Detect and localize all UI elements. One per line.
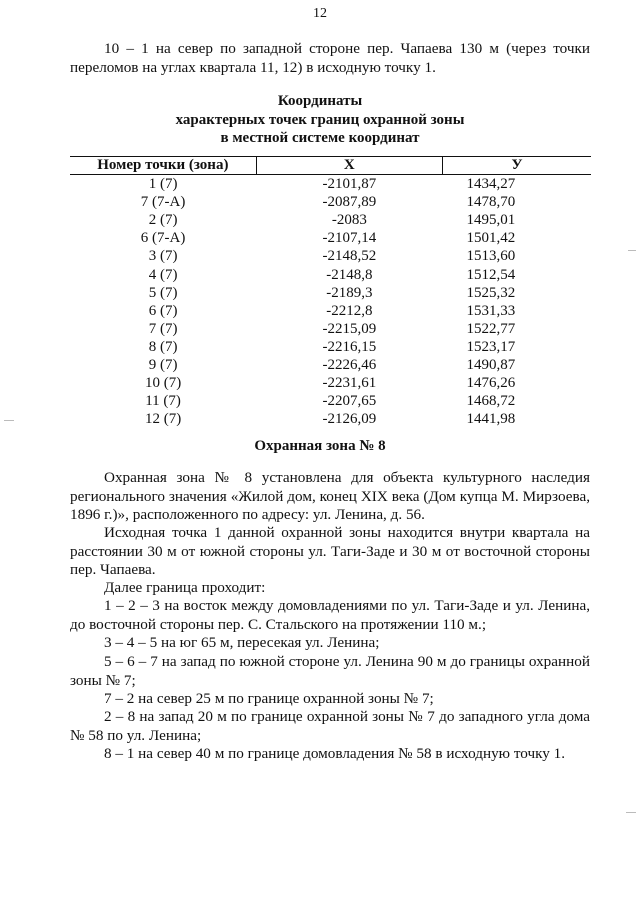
zone8-paragraph-8: 2 – 8 на запад 20 м по границе охранной зоны № 7 до западного угла дома № 58 по ул. Ленина;: [70, 708, 590, 744]
table-row: [70, 356, 591, 374]
cell-x: -2215,09: [322, 320, 377, 337]
table-row: [70, 229, 591, 247]
scan-mark: [4, 420, 14, 421]
cell-x: -2207,65: [322, 393, 377, 410]
coordinates-table: [70, 156, 591, 428]
cell-point-number: 7 (7): [148, 320, 178, 337]
cell-x: -2189,3: [326, 284, 373, 301]
zone8-paragraph-5: 3 – 4 – 5 на юг 65 м, пересекая ул. Ленина;: [104, 634, 380, 651]
table-row: [70, 211, 591, 229]
cell-x: -2087,89: [322, 194, 377, 211]
cell-y: 1522,77: [466, 320, 516, 337]
cell-x: -2231,61: [322, 375, 377, 392]
zone8-paragraph-9: 8 – 1 на север 40 м по границе домовладения № 58 в исходную точку 1.: [104, 745, 566, 762]
page-number: 12: [313, 6, 327, 21]
cell-x: -2216,15: [322, 338, 377, 355]
zone8-paragraph-4: 1 – 2 – 3 на восток между домовладениями по ул. Таги-Заде и ул. Ленина, до восточной стороны пер. С. Стальского на протяжении 110 м.;: [70, 597, 590, 633]
cell-point-number: 10 (7): [144, 375, 182, 392]
cell-x: -2212,8: [326, 302, 373, 319]
cell-point-number: 1 (7): [148, 176, 178, 193]
coordinates-heading-line2: характерных точек границ охранной зоны: [175, 112, 465, 128]
column-header-y: У: [443, 157, 592, 175]
cell-y: 1476,26: [466, 375, 516, 392]
cell-y: 1531,33: [466, 302, 516, 319]
table-header-row: [70, 157, 591, 175]
cell-x: -2083: [331, 212, 367, 229]
scan-mark: [626, 812, 636, 813]
zone8-paragraph-6: 5 – 6 – 7 на запад по южной стороне ул. Ленина 90 м до границы охранной зоны № 7;: [70, 653, 590, 689]
coordinates-heading-line1: Координаты: [277, 93, 363, 109]
cell-x: -2107,14: [322, 230, 377, 247]
table-row: [70, 392, 591, 410]
intro-paragraph: 10 – 1 на север по западной стороне пер. Чапаева 130 м (через точки переломов на углах квартала 11, 12) в исходную точку 1.: [70, 40, 590, 76]
cell-point-number: 4 (7): [148, 266, 178, 283]
scan-mark: [628, 250, 636, 251]
cell-point-number: 6 (7): [148, 302, 178, 319]
zone8-paragraph-2: Исходная точка 1 данной охранной зоны находится внутри квартала на расстоянии 30 м от южной стороны ул. Таги-Заде и 30 м от восточной стороны пер. Чапаева.: [70, 524, 590, 578]
cell-y: 1501,42: [466, 230, 516, 247]
cell-y: 1523,17: [466, 338, 516, 355]
table-row: [70, 320, 591, 338]
cell-y: 1441,98: [466, 411, 516, 428]
cell-y: 1525,32: [466, 284, 516, 301]
cell-point-number: 6 (7-А): [140, 230, 186, 247]
cell-point-number: 2 (7): [148, 212, 178, 229]
cell-x: -2126,09: [322, 411, 377, 428]
zone8-paragraph-3: Далее граница проходит:: [104, 579, 266, 596]
cell-y: 1495,01: [466, 212, 516, 229]
table-row: [70, 302, 591, 320]
cell-x: -2226,46: [322, 356, 377, 373]
table-row: [70, 374, 591, 392]
table-row: [70, 265, 591, 283]
cell-x: -2101,87: [322, 176, 377, 193]
cell-point-number: 5 (7): [148, 284, 178, 301]
table-row: [70, 193, 591, 211]
table-row: [70, 247, 591, 265]
column-header-point-number: Номер точки (зона): [70, 157, 256, 175]
table-row: [70, 410, 591, 428]
cell-point-number: 7 (7-А): [140, 194, 186, 211]
cell-y: 1434,27: [466, 176, 516, 193]
zone8-paragraph-1: Охранная зона № 8 установлена для объекта культурного наследия регионального значения «Жилой дом, конец XIX века (Дом купца М. Мирзоева, 1896 г.)», расположенного по адресу: ул. Ленина, д. 56.: [70, 469, 590, 523]
cell-y: 1468,72: [466, 393, 516, 410]
cell-y: 1512,54: [466, 266, 516, 283]
table-row: [70, 175, 591, 194]
coordinates-table-body: [70, 175, 591, 429]
cell-point-number: 8 (7): [148, 338, 178, 355]
cell-y: 1490,87: [466, 356, 516, 373]
table-row: [70, 338, 591, 356]
table-row: [70, 284, 591, 302]
cell-x: -2148,52: [322, 248, 377, 265]
coordinates-heading-line3: в местной системе координат: [220, 130, 420, 146]
cell-point-number: 3 (7): [148, 248, 178, 265]
cell-point-number: 12 (7): [144, 411, 182, 428]
cell-x: -2148,8: [326, 266, 373, 283]
zone8-paragraph-7: 7 – 2 на север 25 м по границе охранной зоны № 7;: [104, 690, 434, 707]
zone8-title: Охранная зона № 8: [254, 438, 386, 454]
column-header-x: Х: [256, 157, 442, 175]
cell-point-number: 11 (7): [145, 393, 181, 410]
cell-y: 1478,70: [466, 194, 516, 211]
cell-y: 1513,60: [466, 248, 516, 265]
cell-point-number: 9 (7): [148, 356, 178, 373]
